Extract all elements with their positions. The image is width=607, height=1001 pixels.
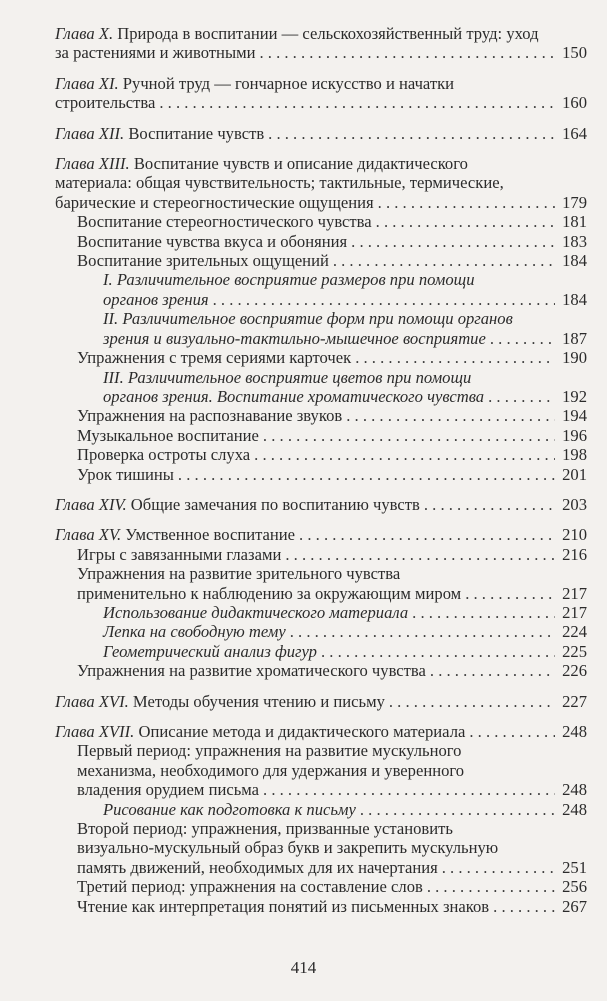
toc-label: Игры с завязанными глазами bbox=[77, 544, 282, 564]
toc-page-number: 196 bbox=[562, 425, 587, 445]
toc-text bbox=[103, 290, 209, 309]
toc-page-number: 225 bbox=[562, 641, 587, 661]
toc-page-number: 150 bbox=[562, 43, 587, 63]
toc-text bbox=[103, 800, 356, 819]
toc-page-number: 179 bbox=[562, 192, 587, 212]
toc-section bbox=[55, 465, 587, 484]
toc-label: владения орудием письма bbox=[77, 780, 260, 800]
toc-text bbox=[55, 692, 385, 711]
dot-leader bbox=[178, 465, 555, 484]
toc-label: применительно к наблюдению за окружающим миром bbox=[77, 583, 462, 603]
toc-text bbox=[77, 838, 498, 857]
toc-text bbox=[77, 819, 453, 838]
toc-section bbox=[55, 445, 587, 464]
toc-line bbox=[103, 622, 587, 641]
toc-label: визуально-мускульный образ букв и закрепить мускульную bbox=[77, 838, 499, 858]
toc-label: Музыкальное воспитание bbox=[77, 425, 259, 445]
toc-section bbox=[55, 348, 587, 367]
toc-section bbox=[55, 897, 587, 916]
toc-text bbox=[55, 124, 264, 143]
dot-leader bbox=[254, 445, 555, 464]
toc-text bbox=[77, 780, 259, 799]
toc-text bbox=[103, 309, 513, 328]
toc-page-number: 248 bbox=[562, 780, 587, 800]
dot-leader bbox=[213, 290, 555, 309]
toc-text bbox=[55, 154, 468, 173]
dot-leader bbox=[424, 495, 555, 514]
toc-text bbox=[77, 897, 489, 916]
toc-page-number: 248 bbox=[562, 722, 587, 741]
toc-label: Упражнения на развитие хроматического чувства bbox=[77, 661, 426, 681]
dot-leader bbox=[389, 692, 555, 711]
toc-label-italic: Глава XV. bbox=[55, 525, 122, 545]
toc-text bbox=[55, 43, 255, 62]
dot-leader bbox=[378, 193, 555, 212]
dot-leader bbox=[290, 622, 555, 641]
toc-page-number: 251 bbox=[562, 857, 587, 877]
toc-section bbox=[55, 545, 587, 564]
toc-line bbox=[77, 761, 587, 780]
toc-line bbox=[103, 329, 587, 348]
toc-page-number: 194 bbox=[562, 406, 587, 426]
toc-line bbox=[55, 193, 587, 212]
toc-text bbox=[77, 406, 342, 425]
toc-label-italic: Использование дидактического материала bbox=[103, 602, 409, 622]
toc-label: Воспитание чувства вкуса и обоняния bbox=[77, 231, 348, 251]
dot-leader bbox=[412, 603, 555, 622]
toc-page-number: 160 bbox=[562, 93, 587, 113]
toc-page-number: 217 bbox=[562, 583, 587, 603]
toc-text bbox=[77, 232, 347, 251]
toc-label: Урок тишины bbox=[77, 464, 174, 484]
dot-leader bbox=[493, 897, 555, 916]
toc-label-italic: Глава XIV. bbox=[55, 494, 127, 514]
toc-text bbox=[77, 564, 400, 583]
page-number: 414 bbox=[290, 958, 317, 977]
dot-leader bbox=[321, 642, 555, 661]
toc-page-number: 227 bbox=[562, 691, 587, 711]
toc-page-number: 181 bbox=[562, 212, 587, 232]
toc-label-italic: Рисование как подготовка к письму bbox=[103, 799, 356, 819]
dot-leader bbox=[488, 387, 555, 406]
toc-line bbox=[77, 858, 587, 877]
toc-line bbox=[77, 212, 587, 231]
dot-leader bbox=[465, 584, 555, 603]
toc-label: строительства bbox=[55, 93, 156, 113]
dot-leader bbox=[355, 348, 555, 367]
toc-label: Описание метода и дидактического материала bbox=[134, 722, 466, 741]
toc-line bbox=[77, 465, 587, 484]
toc-subsection bbox=[55, 368, 587, 407]
toc-line bbox=[55, 692, 587, 711]
toc-line bbox=[55, 722, 587, 741]
toc-label-italic: органов зрения bbox=[103, 289, 209, 309]
toc-text bbox=[55, 722, 465, 741]
toc-text bbox=[77, 761, 464, 780]
dot-leader bbox=[442, 858, 555, 877]
toc-line bbox=[103, 290, 587, 309]
toc-section bbox=[55, 661, 587, 680]
toc-line bbox=[55, 124, 587, 143]
toc-label: Упражнения на развитие зрительного чувства bbox=[77, 564, 401, 584]
toc-label: Умственное воспитание bbox=[121, 525, 296, 545]
toc-subsection bbox=[55, 800, 587, 819]
toc-label: за растениями и животными bbox=[55, 43, 256, 63]
toc-line bbox=[77, 584, 587, 603]
toc-line bbox=[55, 24, 587, 43]
dot-leader bbox=[490, 329, 555, 348]
toc-label-italic: Глава XI. bbox=[55, 73, 119, 93]
toc-label: Чтение как интерпретация понятий из письменных знаков bbox=[77, 896, 490, 916]
toc-text bbox=[103, 270, 475, 289]
toc-text bbox=[77, 584, 461, 603]
dot-leader bbox=[263, 426, 555, 445]
toc-label: Третий период: упражнения на составление слов bbox=[77, 877, 423, 897]
toc-page-number: 183 bbox=[562, 231, 587, 251]
toc-chapter bbox=[55, 722, 587, 741]
toc-label-italic: Геометрический анализ фигур bbox=[103, 641, 317, 661]
toc-page-number: 226 bbox=[562, 661, 587, 681]
dot-leader bbox=[469, 722, 555, 741]
toc-section bbox=[55, 406, 587, 425]
dot-leader bbox=[427, 877, 555, 896]
toc-chapter bbox=[55, 74, 587, 113]
toc-page-number: 184 bbox=[562, 251, 587, 271]
dot-leader bbox=[285, 545, 555, 564]
toc-text bbox=[103, 387, 484, 406]
toc-line bbox=[77, 741, 587, 760]
toc-page-number: 203 bbox=[562, 494, 587, 514]
dot-leader bbox=[333, 251, 555, 270]
toc-chapter bbox=[55, 525, 587, 544]
toc-subsection bbox=[55, 309, 587, 348]
toc-line bbox=[77, 406, 587, 425]
toc-label: барические и стереогностические ощущения bbox=[55, 192, 374, 212]
toc-text bbox=[55, 495, 420, 514]
dot-leader bbox=[346, 406, 555, 425]
toc-page-number: 192 bbox=[562, 386, 587, 406]
toc-line bbox=[77, 251, 587, 270]
toc-text bbox=[55, 525, 295, 544]
toc-page-number: 198 bbox=[562, 445, 587, 465]
toc-line bbox=[77, 564, 587, 583]
toc-text bbox=[77, 858, 438, 877]
dot-leader bbox=[159, 93, 555, 112]
toc-text bbox=[103, 622, 286, 641]
toc-line bbox=[103, 309, 587, 328]
toc-text bbox=[77, 661, 426, 680]
toc-label: Природа в воспитании — сельскохозяйственный труд: уход bbox=[113, 24, 539, 43]
dot-leader bbox=[376, 212, 555, 231]
toc-line bbox=[77, 897, 587, 916]
toc-section bbox=[55, 426, 587, 445]
toc-label: Ручной труд — гончарное искусство и начатки bbox=[118, 73, 455, 93]
toc-text bbox=[55, 74, 454, 93]
toc-text bbox=[77, 212, 372, 231]
toc-text bbox=[103, 368, 471, 387]
toc-text bbox=[103, 329, 486, 348]
toc-label: механизма, необходимого для удержания и уверенного bbox=[77, 760, 465, 780]
toc-label-italic: Лепка на свободную тему bbox=[103, 622, 286, 642]
toc-label: Воспитание чувств bbox=[124, 123, 265, 143]
toc-label-italic: I. Различительное восприятие размеров при помощи bbox=[103, 270, 475, 290]
toc-line bbox=[103, 603, 587, 622]
toc-line bbox=[55, 173, 587, 192]
toc-page-number: 256 bbox=[562, 877, 587, 897]
toc-label: Проверка остроты слуха bbox=[77, 445, 251, 465]
toc-label: Упражнения с тремя сериями карточек bbox=[77, 348, 352, 368]
dot-leader bbox=[263, 780, 555, 799]
toc-line bbox=[77, 426, 587, 445]
toc-section bbox=[55, 741, 587, 799]
toc-label-italic: Глава XVI. bbox=[55, 691, 129, 711]
toc-line bbox=[77, 445, 587, 464]
table-of-contents bbox=[55, 24, 587, 916]
toc-line bbox=[55, 74, 587, 93]
toc-text bbox=[55, 24, 539, 43]
toc-label: Общие замечания по воспитанию чувств bbox=[126, 494, 420, 514]
toc-text bbox=[77, 545, 281, 564]
toc-label: Упражнения на распознавание звуков bbox=[77, 406, 343, 426]
toc-label: Воспитание зрительных ощущений bbox=[77, 251, 329, 271]
toc-line bbox=[103, 642, 587, 661]
toc-label-italic: III. Различительное восприятие цветов при помощи bbox=[103, 367, 472, 387]
toc-line bbox=[55, 495, 587, 514]
toc-line bbox=[77, 661, 587, 680]
dot-leader bbox=[299, 525, 555, 544]
toc-text bbox=[103, 642, 317, 661]
toc-chapter bbox=[55, 124, 587, 143]
toc-page-number: 267 bbox=[562, 896, 587, 916]
toc-line bbox=[55, 154, 587, 173]
toc-line bbox=[77, 838, 587, 857]
toc-page-number: 201 bbox=[562, 464, 587, 484]
toc-label-italic: органов зрения. Воспитание хроматического чувства bbox=[103, 386, 485, 406]
toc-line bbox=[77, 545, 587, 564]
toc-line bbox=[77, 780, 587, 799]
toc-label-italic: Глава XII. bbox=[55, 123, 125, 143]
dot-leader bbox=[430, 661, 555, 680]
toc-line bbox=[55, 525, 587, 544]
toc-subsection bbox=[55, 270, 587, 309]
toc-section bbox=[55, 251, 587, 270]
toc-line bbox=[77, 348, 587, 367]
toc-text bbox=[77, 465, 174, 484]
toc-label-italic: Глава X. bbox=[55, 24, 114, 43]
toc-label: Методы обучения чтению и письму bbox=[128, 691, 385, 711]
toc-section bbox=[55, 564, 587, 603]
toc-section bbox=[55, 212, 587, 231]
toc-line bbox=[103, 387, 587, 406]
toc-label: Воспитание чувств и описание дидактического bbox=[129, 154, 468, 174]
dot-leader bbox=[351, 232, 555, 251]
toc-line bbox=[77, 819, 587, 838]
dot-leader bbox=[360, 800, 555, 819]
toc-subsection bbox=[55, 642, 587, 661]
toc-text bbox=[55, 93, 155, 112]
toc-label-italic: зрения и визуально-тактильно-мышечное восприятие bbox=[103, 328, 486, 348]
toc-chapter bbox=[55, 24, 587, 63]
toc-label: Второй период: упражнения, призванные установить bbox=[77, 819, 453, 839]
toc-line bbox=[55, 93, 587, 112]
toc-page-number: 210 bbox=[562, 525, 587, 545]
toc-text bbox=[55, 193, 374, 212]
toc-line bbox=[55, 43, 587, 62]
toc-label-italic: Глава XIII. bbox=[55, 154, 130, 174]
toc-line bbox=[77, 877, 587, 896]
toc-page-number: 190 bbox=[562, 348, 587, 368]
dot-leader bbox=[259, 43, 555, 62]
toc-label: Первый период: упражнения на развитие мускульного bbox=[77, 741, 462, 761]
toc-text bbox=[103, 603, 408, 622]
toc-page-number: 248 bbox=[562, 799, 587, 819]
toc-label-italic: II. Различительное восприятие форм при помощи органов bbox=[103, 309, 513, 329]
toc-line bbox=[103, 270, 587, 289]
toc-page-number: 224 bbox=[562, 622, 587, 642]
toc-line bbox=[103, 368, 587, 387]
toc-text bbox=[77, 348, 351, 367]
toc-text bbox=[77, 877, 423, 896]
toc-label: память движений, необходимых для их начертания bbox=[77, 857, 438, 877]
toc-text bbox=[77, 445, 250, 464]
toc-chapter bbox=[55, 154, 587, 212]
toc-text bbox=[55, 173, 504, 192]
toc-label: материала: общая чувствительность; тактильные, термические, bbox=[55, 173, 504, 193]
toc-line bbox=[103, 800, 587, 819]
toc-page-number: 187 bbox=[562, 328, 587, 348]
toc-label-italic: Глава XVII. bbox=[55, 722, 135, 741]
toc-chapter bbox=[55, 692, 587, 711]
dot-leader bbox=[268, 124, 555, 143]
toc-text bbox=[77, 741, 461, 760]
toc-line bbox=[77, 232, 587, 251]
toc-section bbox=[55, 877, 587, 896]
toc-chapter bbox=[55, 495, 587, 514]
toc-page-number: 216 bbox=[562, 544, 587, 564]
toc-page-number: 217 bbox=[562, 602, 587, 622]
toc-text bbox=[77, 251, 329, 270]
toc-text bbox=[77, 426, 259, 445]
toc-label: Воспитание стереогностического чувства bbox=[77, 212, 372, 232]
toc-section bbox=[55, 819, 587, 877]
toc-page-number: 164 bbox=[562, 123, 587, 143]
toc-subsection bbox=[55, 622, 587, 641]
toc-section bbox=[55, 232, 587, 251]
toc-subsection bbox=[55, 603, 587, 622]
toc-page-number: 184 bbox=[562, 289, 587, 309]
